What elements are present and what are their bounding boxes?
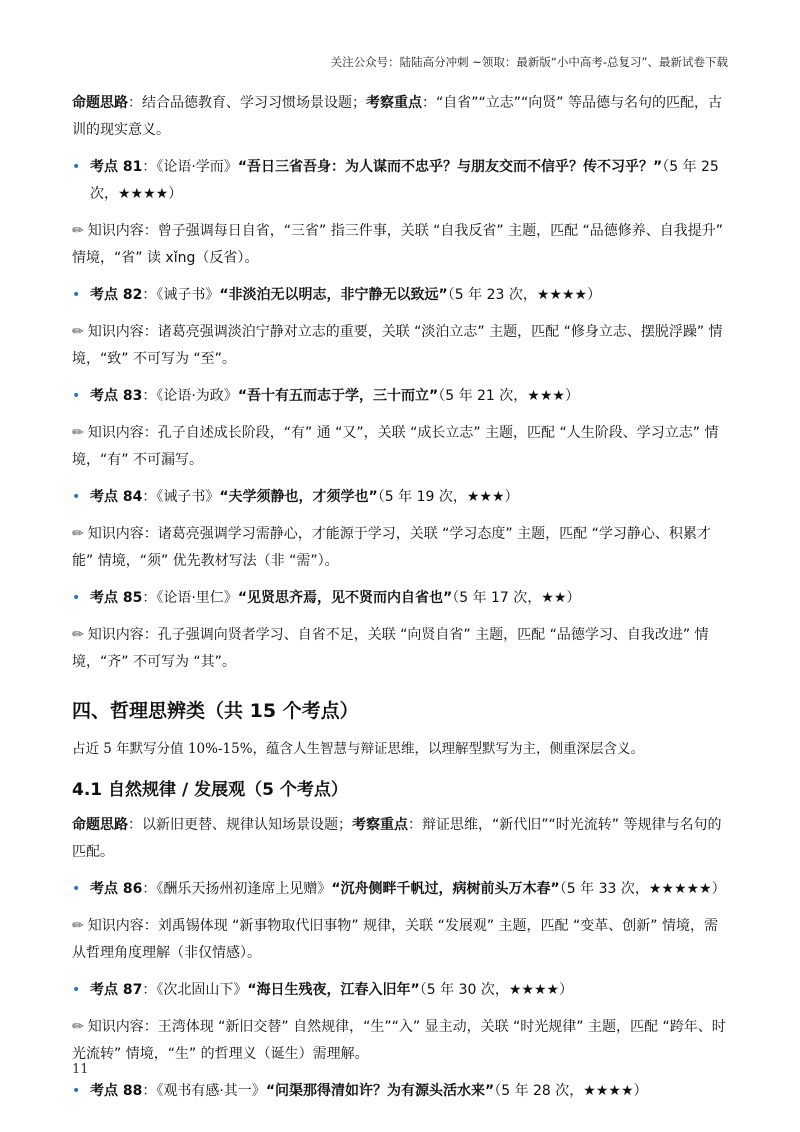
- bullet-icon: •: [72, 1083, 81, 1099]
- kaodian-quote: “海日生残夜，江春入旧年”: [247, 982, 420, 998]
- kaodian-source: ：《诫子书》: [142, 489, 220, 505]
- intro-paragraph: [72, 90, 728, 144]
- kaodian-frequency: （5 年 25 次，★★★★）: [90, 159, 719, 202]
- kaodian-source: ：《酬乐天扬州初逢席上见赠》: [142, 881, 332, 897]
- kaodian-source: ：《次北固山下》: [142, 982, 248, 998]
- kaodian-source: ：《论语·学而》: [142, 159, 238, 175]
- kaodian-frequency: （5 年 21 次，★★★）: [438, 388, 579, 404]
- kaodian-quote: “吾日三省吾身：为人谋而不忠乎？与朋友交而不信乎？传不习乎？”: [237, 159, 663, 175]
- intro-text-focus: ：“自省”“立志”“向贤” 等品德与名句的匹配，古训的现实意义。: [72, 95, 722, 138]
- kaodian-number: 考点 85: [90, 590, 143, 606]
- kaodian-quote: “沉舟侧畔千帆过，病树前头万木春”: [331, 881, 560, 897]
- kaodian-source: ：《观书有感·其一》: [142, 1083, 266, 1099]
- section-4-1-title: 4.1 自然规律 / 发展观（5 个考点）: [72, 780, 348, 800]
- bullet-icon: •: [72, 982, 81, 998]
- knowledge-text: 知识内容：孔子强调向贤者学习、自省不足，关联 “向贤自省” 主题，匹配 “品德学习、自我改进” 情境，“齐” 不可写为 “其”。: [72, 627, 709, 670]
- kaodian-number: 考点 82: [90, 287, 143, 303]
- bullet-icon: •: [72, 159, 81, 175]
- page-header: 关注公众号：陆陆高分冲刺 ~领取：最新版“小中高考-总复习”、最新试卷下载: [330, 55, 728, 69]
- intro-label-thinking: 命题思路: [72, 817, 128, 833]
- knowledge-82: [72, 319, 728, 373]
- kaodian-88: [72, 1078, 728, 1105]
- kaodian-source: ：《诫子书》: [142, 287, 220, 303]
- kaodian-84: [72, 484, 728, 511]
- knowledge-text: 知识内容：孔子自述成长阶段，“有” 通 “又”，关联 “成长立志” 主题，匹配 “人生阶段、学习立志” 情境，“有” 不可漏写。: [72, 425, 719, 468]
- document-body: [72, 90, 728, 1115]
- kaodian-number: 考点 83: [90, 388, 143, 404]
- kaodian-frequency: （5 年 17 次，★★）: [452, 590, 581, 606]
- section-4-title: 四、哲理思辨类（共 15 个考点）: [72, 700, 359, 722]
- kaodian-number: 考点 86: [90, 881, 143, 897]
- pencil-icon: ✏: [72, 526, 84, 542]
- kaodian-frequency: （5 年 23 次，★★★★）: [447, 287, 602, 303]
- bullet-icon: •: [72, 388, 81, 404]
- knowledge-text: 知识内容：诸葛亮强调淡泊宁静对立志的重要，关联 “淡泊立志” 主题，匹配 “修身立志、摆脱浮躁” 情境，“致” 不可写为 “至”。: [72, 324, 723, 367]
- kaodian-86: [72, 876, 728, 903]
- intro-text-focus: ：辩证思维，“新代旧”“时光流转” 等规律与名句的匹配。: [72, 817, 722, 860]
- kaodian-quote: “吾十有五而志于学，三十而立”: [237, 388, 439, 404]
- knowledge-text: 知识内容：诸葛亮强调学习需静心，才能源于学习，关联 “学习态度” 主题，匹配 “学习静心、积累才能” 情境，“须” 优先教材写法（非 “需”）。: [72, 526, 711, 569]
- intro-label-focus: 考察重点: [366, 95, 422, 111]
- kaodian-quote: “见贤思齐焉，见不贤而内自省也”: [237, 590, 453, 606]
- bullet-icon: •: [72, 287, 81, 303]
- intro-text-thinking: ：结合品德教育、学习习惯场景设题；: [128, 95, 366, 111]
- bullet-icon: •: [72, 590, 81, 606]
- intro-label-thinking: 命题思路: [72, 95, 128, 111]
- kaodian-85: [72, 585, 728, 612]
- kaodian-number: 考点 84: [90, 489, 143, 505]
- kaodian-frequency: （5 年 28 次，★★★★）: [494, 1083, 648, 1099]
- pencil-icon: ✏: [72, 627, 84, 643]
- section-4-1-intro: [72, 812, 728, 866]
- kaodian-frequency: （5 年 33 次，★★★★★）: [559, 881, 726, 897]
- knowledge-text: 知识内容：刘禹锡体现 “新事物取代旧事物” 规律，关联 “发展观” 主题，匹配 “变革、创新” 情境，需从哲理角度理解（非仅情感）。: [72, 918, 718, 961]
- pencil-icon: ✏: [72, 918, 84, 934]
- kaodian-frequency: （5 年 19 次，★★★）: [377, 489, 519, 505]
- knowledge-81: [72, 218, 728, 272]
- kaodian-number: 考点 88: [90, 1083, 143, 1099]
- kaodian-number: 考点 81: [90, 159, 143, 175]
- kaodian-number: 考点 87: [90, 982, 143, 998]
- kaodian-frequency: （5 年 30 次，★★★★）: [419, 982, 574, 998]
- knowledge-87: [72, 1014, 728, 1068]
- kaodian-quote: “夫学须静也，才须学也”: [219, 489, 378, 505]
- knowledge-83: [72, 420, 728, 474]
- pencil-icon: ✏: [72, 223, 84, 239]
- pencil-icon: ✏: [72, 324, 84, 340]
- section-4-description: 占近 5 年默写分值 10%-15%，蕴含人生智慧与辩证思维，以理解型默写为主，侧重深层含义。: [72, 741, 645, 757]
- kaodian-quote: “问渠那得清如许？为有源头活水来”: [265, 1083, 495, 1099]
- intro-label-focus: 考察重点: [352, 817, 408, 833]
- knowledge-86: [72, 913, 728, 967]
- intro-text-thinking: ：以新旧更替、规律认知场景设题；: [128, 817, 352, 833]
- kaodian-source: ：《论语·为政》: [142, 388, 238, 404]
- bullet-icon: •: [72, 489, 81, 505]
- knowledge-text: 知识内容：曾子强调每日自省，“三省” 指三件事，关联 “自我反省” 主题，匹配 “品德修养、自我提升” 情境，“省” 读 xǐng（反省）。: [72, 223, 724, 266]
- kaodian-source: ：《论语·里仁》: [142, 590, 238, 606]
- kaodian-82: [72, 282, 728, 309]
- kaodian-81: [72, 154, 728, 208]
- knowledge-text: 知识内容：王湾体现 “新旧交替” 自然规律，“生”“入” 显主动，关联 “时光规律” 主题，匹配 “跨年、时光流转” 情境，“生” 的哲理义（诞生）需理解。: [72, 1019, 726, 1062]
- pencil-icon: ✏: [72, 425, 84, 441]
- page-number: 11: [72, 1062, 89, 1077]
- pencil-icon: ✏: [72, 1019, 84, 1035]
- knowledge-85: [72, 622, 728, 676]
- bullet-icon: •: [72, 881, 81, 897]
- kaodian-quote: “非淡泊无以明志，非宁静无以致远”: [219, 287, 448, 303]
- kaodian-83: [72, 383, 728, 410]
- kaodian-87: [72, 977, 728, 1004]
- knowledge-84: [72, 521, 728, 575]
